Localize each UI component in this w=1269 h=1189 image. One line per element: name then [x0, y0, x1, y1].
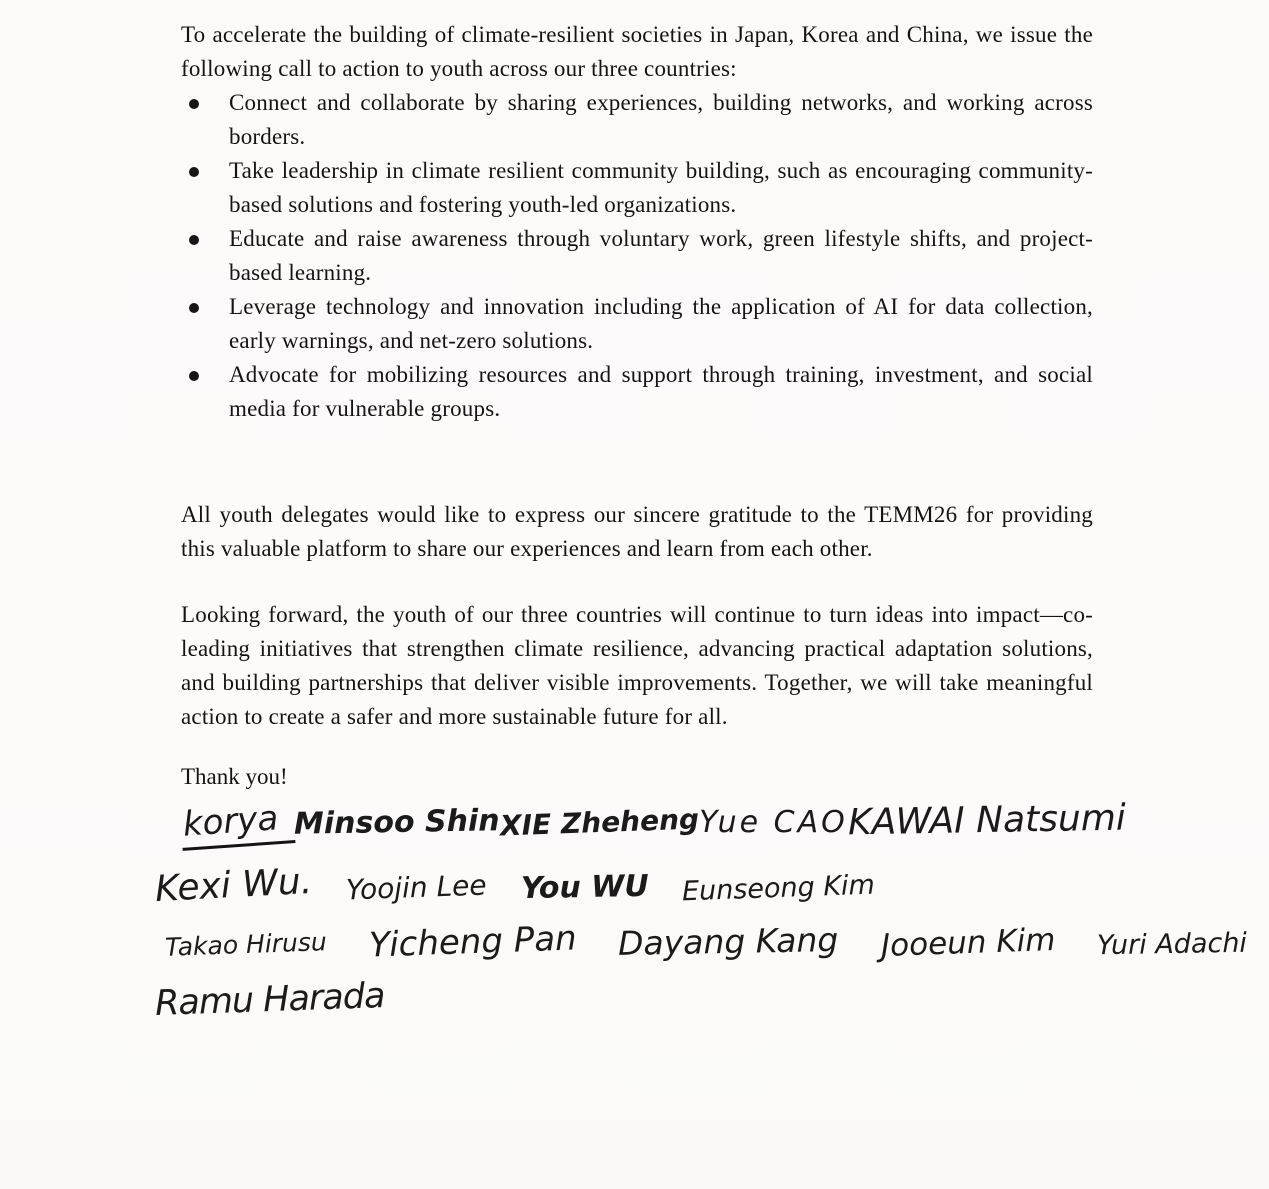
bullet-icon	[189, 371, 199, 381]
signature-kawai-natsumi: KAWAI Natsumi	[847, 797, 1126, 844]
bullet-text: Take leadership in climate resilient community building, such as encouraging community-based solutions and fostering youth-led organizations.	[229, 158, 1093, 217]
bullet-text: Connect and collaborate by sharing experiences, building networks, and working across borders.	[229, 90, 1093, 149]
signature-yicheng-pan: Yicheng Pan	[368, 918, 577, 966]
bullet-item-technology	[181, 290, 1093, 358]
closing-line: Thank you!	[181, 764, 288, 789]
outlook-paragraph: Looking forward, the youth of our three countries will continue to turn ideas into impact—co-leading initiatives that strengthen climate resilience, advancing practical adaptation solutions, and building partnerships that deliver visible improvements. Together, we will take meaningful action to create a safer and more sustainable future for all.	[181, 602, 1093, 729]
signature-yue-cao: Yue CAO	[699, 805, 848, 840]
bullet-text: Educate and raise awareness through voluntary work, green lifestyle shifts, and project-based learning.	[229, 226, 1093, 285]
signature-dayang-kang: Dayang Kang	[618, 920, 839, 963]
signature-eunseong-kim: Eunseong Kim	[681, 869, 876, 908]
signature-minsoo-shin: Minsoo Shin	[294, 803, 501, 842]
bullet-icon	[189, 235, 199, 245]
bullet-text: Advocate for mobilizing resources and support through training, investment, and social media for vulnerable groups.	[229, 362, 1093, 421]
signature-row-1	[181, 797, 1126, 847]
bullet-icon	[189, 99, 199, 109]
signature-yoojin-lee: Yoojin Lee	[345, 868, 488, 907]
signature-you-wu: You WU	[520, 868, 649, 907]
gratitude-paragraph: All youth delegates would like to express our sincere gratitude to the TEMM26 for providing this valuable platform to share our experiences and learn from each other.	[181, 502, 1093, 561]
bullet-icon	[189, 303, 199, 313]
document-content	[154, 18, 1248, 1024]
signature-block	[154, 797, 1248, 1024]
bullet-icon	[189, 167, 199, 177]
signature-koryu: korya	[180, 797, 296, 851]
bullet-item-connect	[181, 86, 1093, 154]
signature-row-4	[154, 976, 1093, 1024]
bullet-text: Leverage technology and innovation including the application of AI for data collection, early warnings, and net-zero solutions.	[229, 294, 1093, 353]
signature-jooeun-kim: Jooeun Kim	[880, 921, 1056, 965]
signature-ramu-harada: Ramu Harada	[154, 976, 386, 1024]
call-to-action-list	[181, 86, 1093, 426]
signature-row-2	[154, 860, 1093, 911]
signature-xie-zheheng: XIE Zheheng	[499, 802, 700, 843]
signature-yuri-adachi: Yuri Adachi	[1096, 927, 1248, 962]
signature-kexi-wu: Kexi Wu.	[154, 860, 314, 911]
bullet-item-advocate	[181, 358, 1093, 426]
signature-takao-hirusu: Takao Hirusu	[164, 927, 328, 962]
bullet-item-leadership	[181, 154, 1093, 222]
signature-row-3	[164, 918, 1248, 966]
bullet-item-educate	[181, 222, 1093, 290]
intro-paragraph: To accelerate the building of climate-resilient societies in Japan, Korea and China, we issue the following call to action to youth across our three countries:	[181, 22, 1093, 81]
